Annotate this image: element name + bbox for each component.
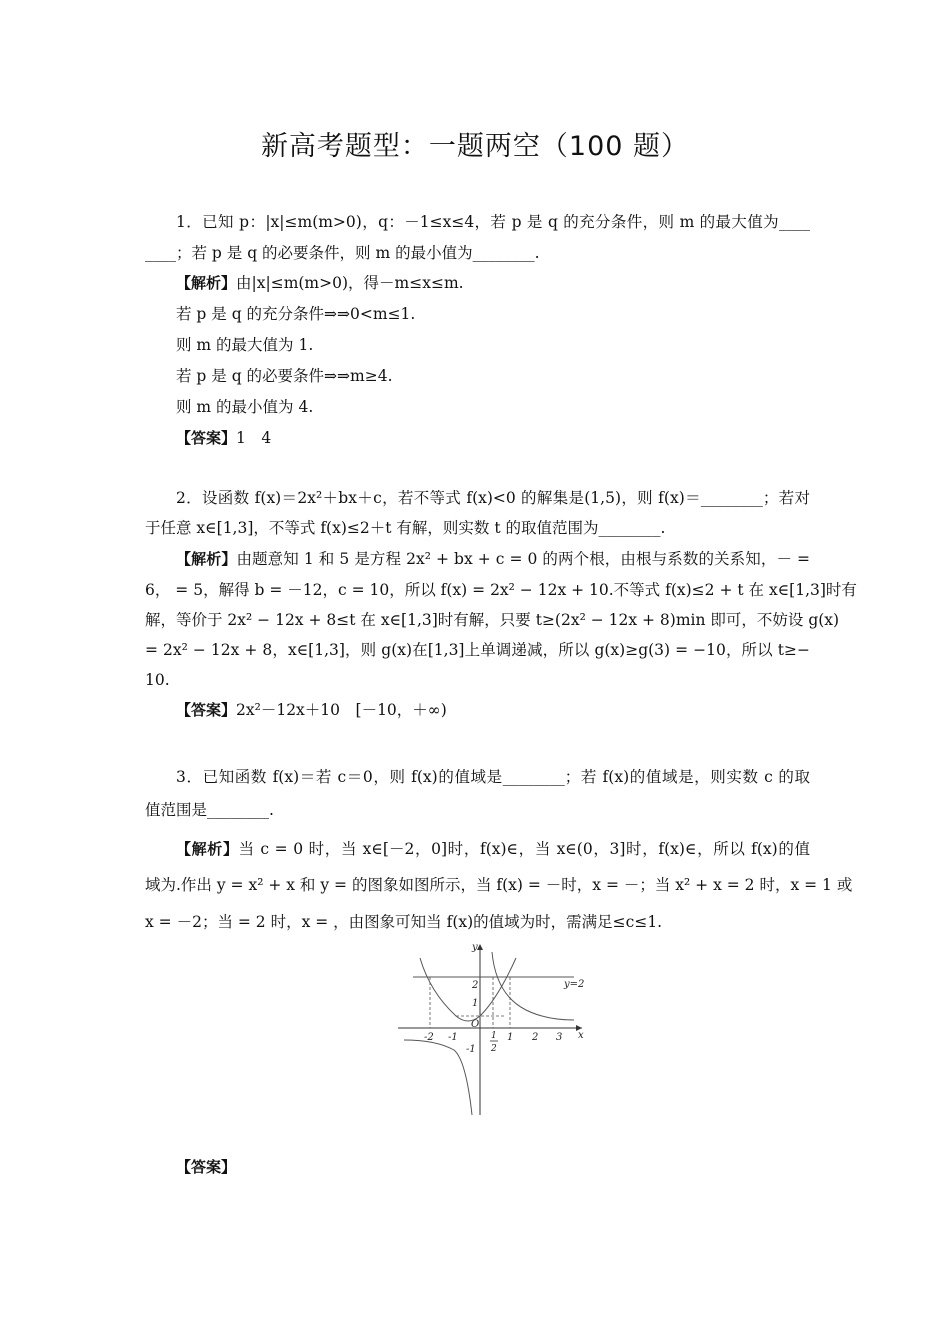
q3-analysis-2: 域为.作出 y = x² + x 和 y = 的图象如图所示，当 f(x) = －时，x = －；当 x² + x = 2 时，x = 1 或 [145, 876, 853, 894]
q1-answer [176, 428, 841, 448]
hyperbola-left-branch [404, 1040, 472, 1115]
analysis-label: 【解析】 [176, 274, 237, 292]
q2-analysis-2: 6， = 5，解得 b = －12，c = 10，所以 f(x) = 2x² − 12x + 10.不等式 f(x)≤2 + t 在 x∈[1,3]时有 [145, 581, 857, 599]
q1-line-2: ____；若 p 是 q 的必要条件，则 m 的最小值为________. [145, 244, 540, 262]
q3-analysis-3: x = －2；当 = 2 时，x = ，由图象可知当 f(x)的值域为时，需满足≤c≤1. [145, 913, 663, 931]
q2-line-1: 2．设函数 f(x)＝2x²＋bx＋c，若不等式 f(x)<0 的解集是(1,5)，则 f(x)＝________；若对 [176, 489, 810, 507]
x-tick-half-num: 1 [491, 1031, 497, 1041]
x-tick-3: 3 [556, 1032, 563, 1043]
x-tick-2: 2 [532, 1032, 539, 1043]
q2-analysis-5: 10. [145, 671, 170, 689]
y-tick-1: 1 [472, 998, 479, 1009]
q2-analysis-1 [176, 549, 810, 569]
q1-answer-text: 1 4 [236, 429, 272, 447]
q1-line-1: 1．已知 p：|x|≤m(m>0)，q：－1≤x≤4，若 p 是 q 的充分条件，则 m 的最大值为____ [176, 213, 810, 231]
q1-analysis-1 [176, 273, 841, 293]
parabola-curve [420, 958, 516, 1021]
origin-label: O [471, 1019, 480, 1030]
x-tick-minus2: -2 [424, 1032, 434, 1043]
q1-analysis-4: 若 p 是 q 的必要条件⇒⇒m≥4. [176, 367, 393, 385]
q3-line-2: 值范围是________. [145, 801, 274, 819]
x-tick-1: 1 [507, 1032, 514, 1043]
x-tick-minus1: -1 [448, 1032, 458, 1043]
y-axis-arrow [477, 944, 483, 950]
q2-line-2: 于任意 x∈[1,3]，不等式 f(x)≤2＋t 有解，则实数 t 的取值范围为________. [145, 519, 666, 537]
q2-answer-text: 2x²－12x＋10 [－10，＋∞) [236, 701, 447, 719]
q2-analysis-text: 由题意知 1 和 5 是方程 2x² + bx + c = 0 的两个根，由根与系数的关系知，－ = [236, 550, 810, 568]
function-graph [396, 940, 588, 1120]
analysis-label: 【解析】 [176, 550, 237, 568]
q3-analysis-1 [176, 839, 810, 859]
answer-label: 【答案】 [176, 1158, 237, 1176]
answer-label: 【答案】 [176, 429, 237, 447]
q2-analysis-4: = 2x² − 12x + 8，x∈[1,3]，则 g(x)在[1,3]上单调递减，所以 g(x)≥g(3) = −10，所以 t≥− [145, 641, 810, 659]
y-tick-2: 2 [472, 980, 479, 991]
y-axis-label: y [472, 942, 478, 953]
x-tick-half-den: 2 [491, 1044, 497, 1054]
q1-analysis-2: 若 p 是 q 的充分条件⇒⇒0<m≤1. [176, 305, 416, 323]
answer-label: 【答案】 [176, 701, 237, 719]
q2-answer [176, 700, 841, 720]
q1-analysis-3: 则 m 的最大值为 1. [176, 336, 314, 354]
q1-analysis-text: 由|x|≤m(m>0)，得－m≤x≤m. [236, 274, 464, 292]
q3-line-1: 3．已知函数 f(x)＝若 c＝0，则 f(x)的值域是________；若 f(x)的值域是，则实数 c 的取 [176, 768, 810, 786]
page-title: 新高考题型：一题两空（100 题） [260, 131, 690, 162]
x-axis-label: x [578, 1030, 584, 1041]
q2-analysis-3: 解，等价于 2x² − 12x + 8≤t 在 x∈[1,3]时有解，只要 t≥(2x² − 12x + 8)min 即可，不妨设 g(x) [145, 611, 840, 629]
hyperbola-right-branch [492, 952, 574, 1020]
analysis-label: 【解析】 [176, 840, 239, 858]
y-tick-minus1: -1 [466, 1044, 476, 1055]
q3-answer [176, 1157, 841, 1177]
q3-analysis-text: 当 c = 0 时，当 x∈[－2，0]时，f(x)∈，当 x∈(0，3]时，f(x)∈，所以 f(x)的值 [238, 840, 810, 858]
line-label: y=2 [564, 979, 585, 990]
q1-analysis-5: 则 m 的最小值为 4. [176, 398, 314, 416]
